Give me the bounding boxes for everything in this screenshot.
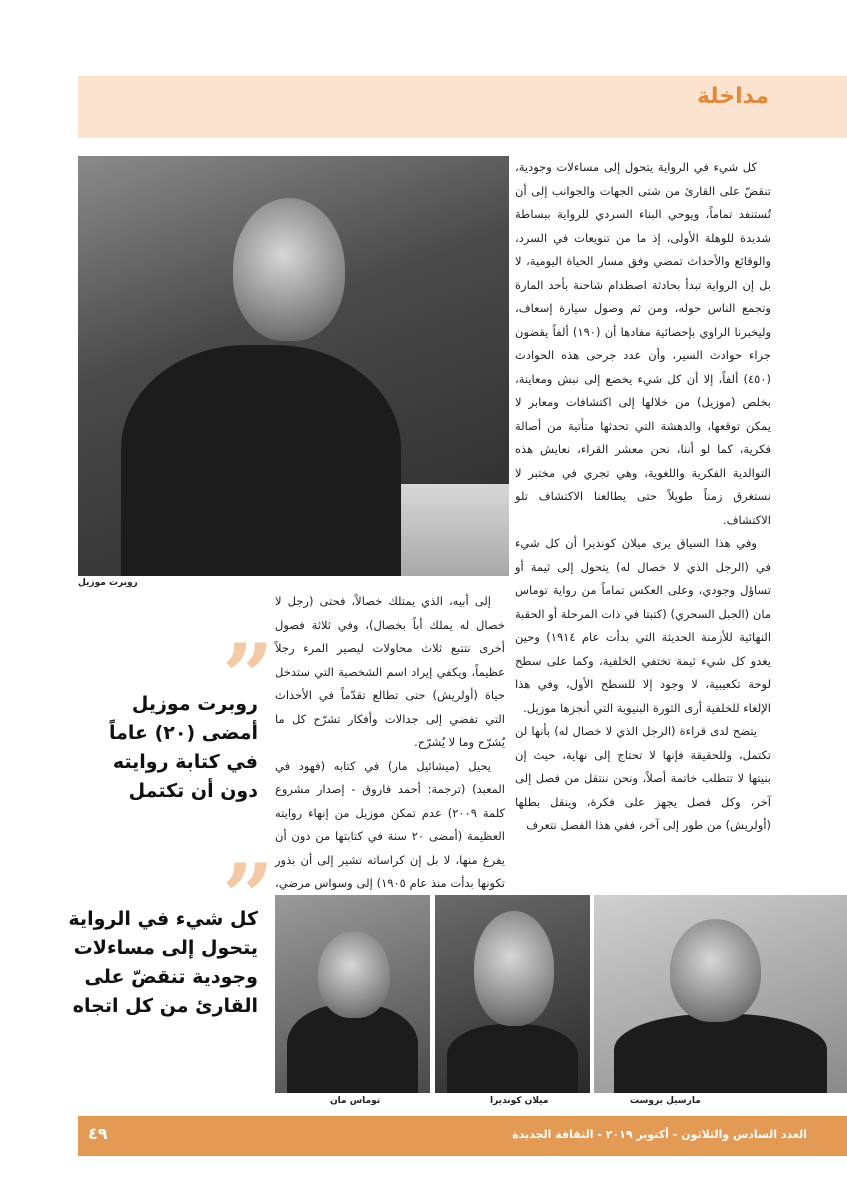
figure-head xyxy=(318,931,389,1018)
issue-info: العدد السادس والثلاثون - أكتوبر ٢٠١٩ - الثقافة الجديدة xyxy=(512,1128,807,1141)
portrait-mann xyxy=(275,895,430,1093)
figure-body xyxy=(121,345,401,576)
page-number: ٤٩ xyxy=(88,1124,108,1143)
figure-body xyxy=(614,1014,827,1093)
portrait-caption: مارسيل بروست xyxy=(630,1096,701,1106)
main-photo xyxy=(78,156,509,576)
paragraph: يتضح لدى قراءة (الرجل الذي لا خصال له) بأنها لن تكتمل، وللحقيقة فإنها لا تحتاج إلى نهاية، حيث إن بنيتها لا تتطلب خاتمة أصلاً، ونحن ننتقل من فصل إلى آخر، وكل فصل يجهز على فكرة، وينقل بطلها (أولريش) من طور إلى آخر، ففي هذا الفصل نتعرف xyxy=(515,724,771,832)
quote-mark-icon: ” xyxy=(222,844,274,950)
pull-quote: روبرت موزيل أمضى (٢٠) عاماً في كتابة روايته دون أن تكتمل xyxy=(108,693,258,802)
portrait-proust xyxy=(594,895,847,1093)
article-column-middle xyxy=(275,590,506,890)
pull-quote: كل شيء في الرواية يتحول إلى مساءلات وجودية تنقضّ على القارئ من كل اتجاه xyxy=(68,908,258,1017)
paragraph: يحيل (ميشائيل مار) في كتابه (فهود في المعبد) (ترجمة: أحمد فاروق - إصدار مشروع كلمة ٢٠٠٩) عدم تمكن موزيل من إنهاء روايته العظيمة (أمضى ٢٠ سنة في كتابتها من دون أن يفرغ منها، لا بل إن كراساته تشير إلى أن بذور تكونها بدأت منذ عام ١٩٠٥) إلى وسواس مرضي، xyxy=(275,758,506,890)
portrait-kundera xyxy=(435,895,590,1093)
paragraph: وفي هذا السياق يرى ميلان كونديرا أن كل شيء في (الرجل الذي لا خصال له) يتحول إلى ثيمة أو تساؤل وجودي، وعلى العكس تماماً من رواية توماس مان (الجبل السحري) (كتبتا في ذات المرحلة أو الحقبة النهائية للأزمنة الحديثة التي بدأت عام ١٩١٤) وحين يغدو كل شيء ثيمة تختفي الخلفية، وكما على سطح لوحة تكعيبية، لا وجود إلا للسطح الأول، وفي هذا الإلغاء للخلفية أرى الثورة البنيوية التي أنجزها موزيل. xyxy=(515,536,772,715)
quote-mark-icon: ” xyxy=(222,624,274,730)
article-column-right xyxy=(515,156,771,882)
paragraph: إلى أبيه، الذي يمتلك خصالاً، فحتى (رجل لا خصال له يملك أباً بخصال)، وفي ثلاثة فصول أخرى نتتبع ثلاث محاولات ليصير المرء رجلاً عظيماً، ويكفي إيراد اسم الشخصية التي ستدخل حياة (أولريش) حتى تطالع تقدّماً في الأحداث التي تفضي إلى جدالات وأفكار تشرّح كل ما يُشرّح وما لا يُشرّح. xyxy=(275,594,505,749)
figure-body xyxy=(447,1024,577,1093)
figure-head xyxy=(474,911,555,1026)
main-photo-caption: روبرت موزيل xyxy=(78,578,138,588)
figure-head xyxy=(670,919,761,1022)
portrait-caption: توماس مان xyxy=(330,1096,381,1106)
portrait-caption: ميلان كونديرا xyxy=(490,1096,549,1106)
header-band xyxy=(78,76,847,138)
figure-head xyxy=(233,198,345,341)
paragraph: كل شيء في الرواية يتحول إلى مساءلات وجودية، تنقضّ على القارئ من شتى الجهات والجوانب إلى أن تُستنفد تماماً، ويوحي البناء السردي للرواية ببساطة شديدة للوهلة الأولى، إذ ما من تنويعات في السرد، والوقائع والأحداث تمضي وفق مسار الحياة اليومية، لا بل إن الرواية تبدأ بحادثة اصطدام شاحنة بأحد المارة وتجمع الناس حوله، ومن ثم وصول سيارة إسعاف، وليخبرنا الراوي بإحصائية مفادها أن (١٩٠) ألفاً يقضون جراء حوادث السير، وأن عدد جرحى هذه الحوادث (٤٥٠) ألفاً، إلا أن كل شيء يخضع إلى نبش ومعاينة، بخلص (موزيل) من خلالها إلى اكتشافات ومعابر لا يمكن توقعها، والدهشة التي تحدثها متأتية من أصالة فكرية، كما لو أننا، نحن معشر القراء، نعايش هذه التوالدية الفكرية واللغوية، وهي تجري في مختبر لا نستغرق زمناً طويلاً حتى يطالعنا الاكتشاف تلو الاكتشاف. xyxy=(515,160,772,527)
section-title: مداخلة xyxy=(696,84,769,109)
footer-band xyxy=(78,1116,847,1156)
